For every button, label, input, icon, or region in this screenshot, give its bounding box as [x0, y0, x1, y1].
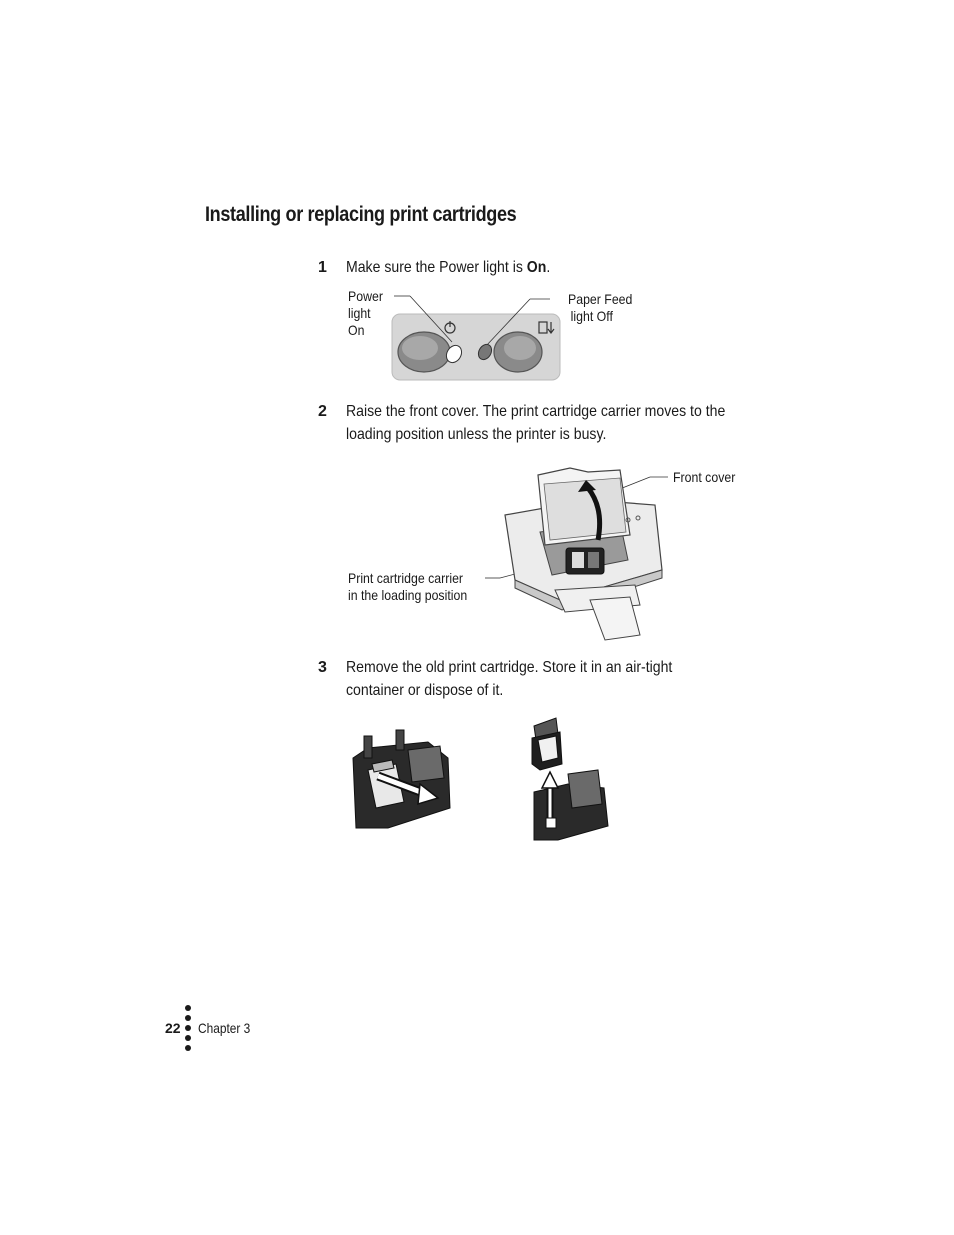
carrier-callout: [348, 570, 467, 604]
cartridge-tilt-illustration: [348, 728, 453, 833]
front-cover-callout: Front cover: [673, 469, 736, 485]
step-3-number: 3: [318, 659, 327, 676]
footer-dot: [185, 1005, 191, 1011]
page-number: 22: [165, 1020, 181, 1036]
step-3-text-line1: Remove the old print cartridge. Store it in an air-tight: [346, 659, 673, 676]
carrier-callout-line1: Print cartridge carrier: [348, 570, 464, 586]
step-1-text-bold: On: [526, 259, 547, 276]
printer-illustration: [480, 460, 670, 645]
power-light-callout-line1: Power: [348, 288, 383, 304]
power-light-callout-line2: light: [348, 305, 371, 321]
carrier-callout-line2: in the loading position: [348, 587, 468, 603]
step-1-number: 1: [318, 259, 327, 276]
chapter-label: Chapter 3: [198, 1020, 251, 1036]
footer-dot: [185, 1025, 191, 1031]
step-2-number: 2: [318, 403, 327, 420]
step-1-text-end: .: [546, 259, 551, 276]
step-1-text: [346, 256, 550, 279]
step-2-text-line1: Raise the front cover. The print cartridge carrier moves to the: [346, 403, 726, 420]
paper-feed-callout-line1: Paper Feed: [568, 291, 633, 307]
step-2-text-line2: loading position unless the printer is busy.: [346, 426, 607, 443]
control-panel-illustration: [380, 290, 570, 390]
footer-dot: [185, 1035, 191, 1041]
paper-feed-callout: [568, 291, 632, 325]
step-1-text-start: Make sure the Power light is: [346, 259, 527, 276]
paper-feed-callout-line2: light Off: [570, 308, 613, 324]
step-2-text: [346, 400, 725, 446]
power-light-callout: [348, 288, 383, 339]
step-3-text: [346, 656, 672, 702]
step-3-text-line2: container or dispose of it.: [346, 682, 504, 699]
footer-dot: [185, 1045, 191, 1051]
section-heading: Installing or replacing print cartridges: [205, 203, 517, 226]
footer-dot: [185, 1015, 191, 1021]
cartridge-lift-illustration: [528, 714, 613, 844]
power-light-callout-line3: On: [348, 322, 365, 338]
